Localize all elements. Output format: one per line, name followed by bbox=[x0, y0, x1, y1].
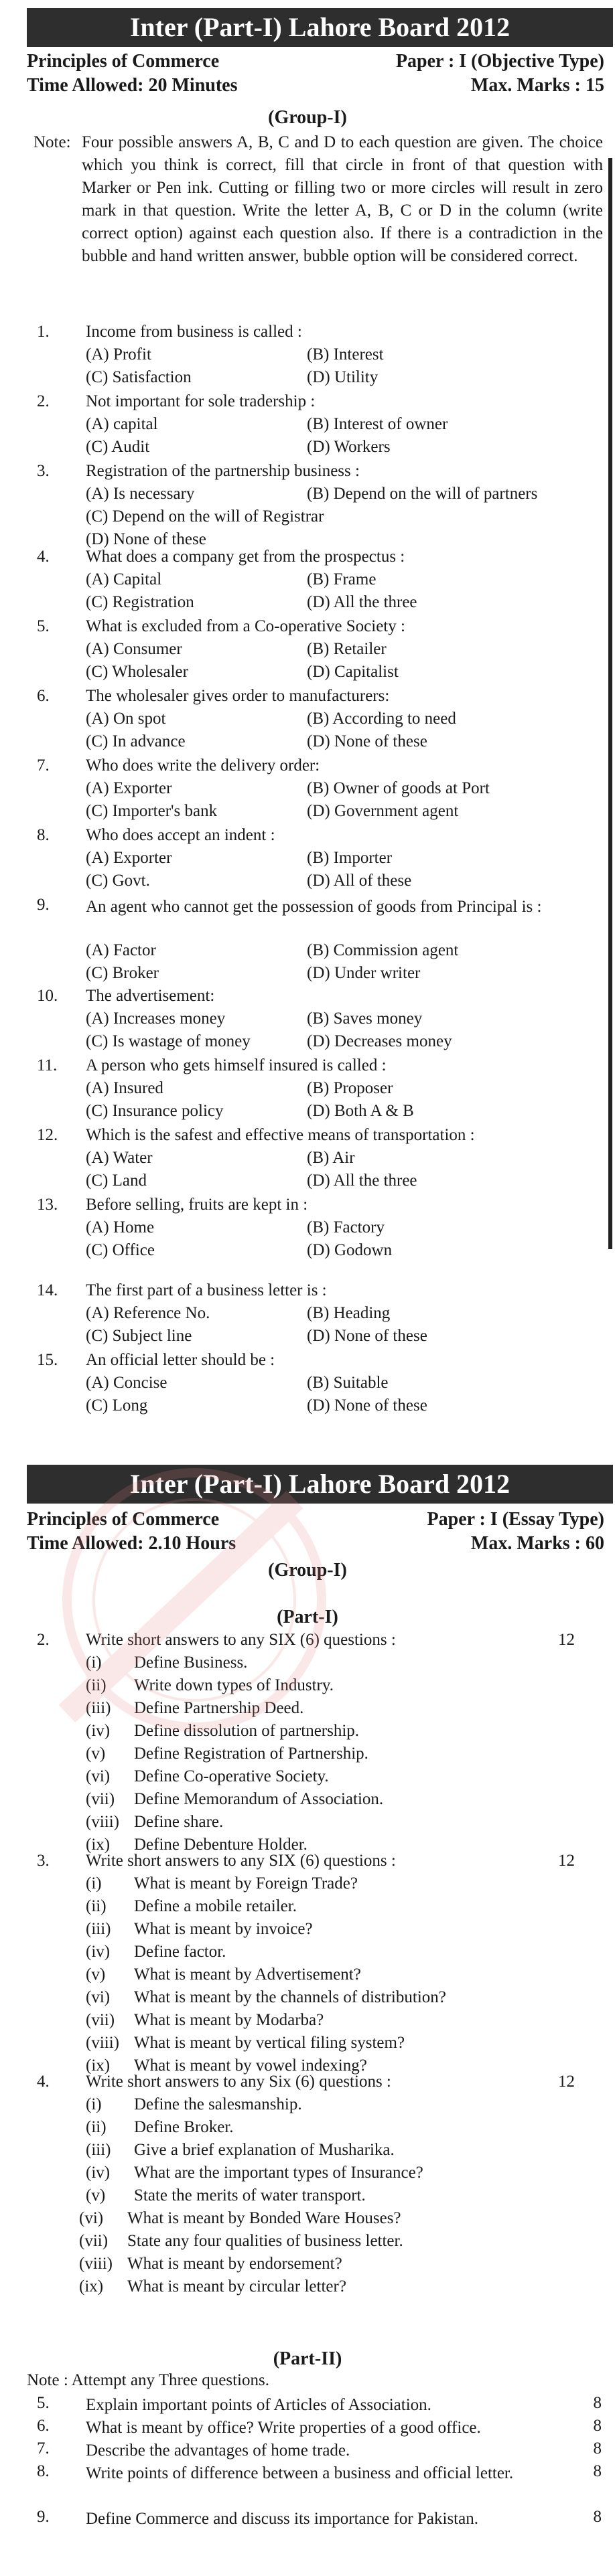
sub-question bbox=[86, 1920, 313, 1939]
question-number: 3. bbox=[37, 462, 50, 480]
option-d: (D) Workers bbox=[307, 438, 391, 456]
question-number: 2. bbox=[37, 1631, 50, 1649]
sub-question bbox=[79, 2255, 342, 2273]
sub-question-numeral: (i) bbox=[86, 1654, 102, 1672]
option-b: (B) Frame bbox=[307, 570, 377, 588]
sub-question-text: Define a mobile retailer. bbox=[134, 1897, 297, 1915]
question-marks: 12 bbox=[558, 1631, 575, 1649]
question-stem: Write points of difference between a business and official letter. bbox=[86, 2464, 514, 2482]
option-a: (A) Home bbox=[86, 1218, 155, 1236]
question-stem: Registration of the partnership business : bbox=[86, 462, 360, 480]
sub-question-text: Define Business. bbox=[134, 1654, 248, 1672]
sub-question-text: Write down types of Industry. bbox=[134, 1676, 334, 1694]
sub-question-text: What are the important types of Insurance? bbox=[134, 2164, 423, 2182]
right-margin-line bbox=[608, 158, 612, 1249]
question-number: 12. bbox=[37, 1126, 58, 1144]
sub-question bbox=[86, 1813, 223, 1832]
question-marks: 8 bbox=[593, 2462, 602, 2480]
sub-question-numeral: (vi) bbox=[86, 1988, 111, 2006]
sub-question bbox=[86, 1767, 329, 1786]
sub-question-numeral: (iii) bbox=[86, 1699, 111, 1717]
sub-question-numeral: (iv) bbox=[86, 1943, 111, 1961]
option-c: (C) In advance bbox=[86, 732, 186, 750]
sub-question-numeral: (vi) bbox=[86, 1767, 111, 1785]
sub-question-numeral: (vii) bbox=[86, 2011, 115, 2029]
sub-question bbox=[86, 2011, 324, 2030]
sub-question-numeral: (vii) bbox=[86, 1790, 115, 1808]
option-d: (D) Both A & B bbox=[307, 1102, 414, 1120]
question-number: 2. bbox=[37, 392, 50, 410]
option-a: (A) Insured bbox=[86, 1079, 163, 1097]
question-stem: Who does accept an indent : bbox=[86, 826, 275, 844]
note-label: Note: bbox=[33, 133, 71, 151]
sub-question bbox=[86, 1790, 383, 1809]
option-b: (B) Air bbox=[307, 1149, 355, 1167]
question-stem: An official letter should be : bbox=[86, 1351, 275, 1369]
question-stem: Before selling, fruits are kept in : bbox=[86, 1196, 308, 1214]
sub-question-numeral: (i) bbox=[86, 2095, 102, 2113]
question-number: 13. bbox=[37, 1196, 58, 1214]
sub-question-numeral: (ix) bbox=[86, 1836, 111, 1854]
question-stem: What is excluded from a Co-operative Society : bbox=[86, 617, 405, 635]
objective-banner: Inter (Part-I) Lahore Board 2012 bbox=[27, 8, 613, 47]
sub-question-text: Define Memorandum of Association. bbox=[134, 1790, 384, 1808]
option-d: (D) Under writer bbox=[307, 964, 421, 982]
sub-question bbox=[86, 1943, 226, 1961]
sub-question bbox=[86, 2034, 405, 2052]
option-a: (A) capital bbox=[86, 415, 158, 433]
question-number: 7. bbox=[37, 756, 50, 775]
sub-question-numeral: (ii) bbox=[86, 1897, 107, 1915]
option-a: (A) Capital bbox=[86, 570, 162, 588]
option-c: (C) Subject line bbox=[86, 1327, 192, 1345]
option-b: (B) Retailer bbox=[307, 640, 387, 658]
sub-question-numeral: (ii) bbox=[86, 1676, 107, 1694]
sub-question bbox=[86, 1654, 247, 1672]
question-marks: 8 bbox=[593, 2394, 602, 2412]
sub-question bbox=[86, 2164, 423, 2182]
option-a: (A) Water bbox=[86, 1149, 153, 1167]
question-number: 4. bbox=[37, 548, 50, 566]
sub-question-numeral: (v) bbox=[86, 2186, 106, 2204]
option-c: (C) Office bbox=[86, 1241, 155, 1259]
option-a: (A) Concise bbox=[86, 1374, 167, 1392]
question-stem: Describe the advantages of home trade. bbox=[86, 2441, 350, 2460]
objective-group: (Group-I) bbox=[268, 107, 347, 128]
sub-question-text: What is meant by the channels of distribution? bbox=[134, 1988, 446, 2006]
part2-note: Note : Attempt any Three questions. bbox=[27, 2371, 269, 2389]
option-a: (A) On spot bbox=[86, 710, 166, 728]
sub-question bbox=[86, 1965, 361, 1984]
option-d: (D) All of these bbox=[307, 872, 412, 890]
question-stem: Who does write the delivery order: bbox=[86, 756, 320, 775]
question-number: 8. bbox=[37, 826, 50, 844]
option-b: (B) According to need bbox=[307, 710, 456, 728]
sub-question-text: What is meant by circular letter? bbox=[127, 2277, 346, 2296]
option-b: (B) Interest of owner bbox=[307, 415, 448, 433]
note-text: Four possible answers A, B, C and D to each question are given. The choice which you think is correct, fill that circle in front of that question with Marker or Pen ink. Cutting or filling two or more circles will result in zero mark in that question. Write the letter A, B, C or D in the column (write correct option) against each question also. If there is a contradiction in the bubble and hand written answer, bubble option will be considered correct. bbox=[82, 133, 603, 265]
sub-question-numeral: (iv) bbox=[86, 1722, 111, 1740]
option-d: (D) None of these bbox=[307, 1327, 427, 1345]
sub-question bbox=[86, 2141, 395, 2160]
sub-question-numeral: (ix) bbox=[86, 2057, 111, 2075]
sub-question-numeral: (vii) bbox=[79, 2232, 109, 2250]
question-stem: The wholesaler gives order to manufacturers: bbox=[86, 687, 390, 705]
option-b: (B) Proposer bbox=[307, 1079, 393, 1097]
sub-question-text: What is meant by endorsement? bbox=[127, 2255, 342, 2273]
sub-question bbox=[79, 2209, 401, 2228]
question-stem: Define Commerce and discuss its importance for Pakistan. bbox=[86, 2510, 478, 2528]
question-stem: Not important for sole tradership : bbox=[86, 392, 316, 410]
question-number: 1. bbox=[37, 323, 50, 341]
option-d: (D) Godown bbox=[307, 1241, 393, 1259]
sub-question bbox=[86, 1699, 303, 1718]
sub-question-text: State the merits of water transport. bbox=[134, 2186, 366, 2204]
option-d: (D) None of these bbox=[307, 732, 427, 750]
sub-question bbox=[86, 1874, 358, 1893]
sub-question-text: What is meant by Advertisement? bbox=[134, 1965, 361, 1984]
question-stem: What is meant by office? Write properties of a good office. bbox=[86, 2419, 481, 2437]
option-d: (D) All the three bbox=[307, 1172, 417, 1190]
question-stem: Write short answers to any SIX (6) questions : bbox=[86, 1852, 396, 1870]
essay-banner: Inter (Part-I) Lahore Board 2012 bbox=[27, 1465, 613, 1504]
option-c: (C) Govt. bbox=[86, 872, 150, 890]
sub-question bbox=[86, 1745, 368, 1763]
option-d: (D) Government agent bbox=[307, 802, 459, 820]
question-marks: 12 bbox=[558, 2073, 575, 2091]
option-a: (A) Is necessary bbox=[86, 485, 195, 503]
sub-question-text: Define Broker. bbox=[134, 2118, 234, 2136]
option-c: (C) Registration bbox=[86, 593, 194, 611]
option-d: (D) Utility bbox=[307, 368, 379, 386]
question-stem: What does a company get from the prospectus : bbox=[86, 548, 405, 566]
sub-question-text: What is meant by vertical filing system? bbox=[134, 2034, 405, 2052]
option-c: (C) Audit bbox=[86, 438, 150, 456]
question-stem: Write short answers to any SIX (6) questions : bbox=[86, 1631, 396, 1649]
question-number: 5. bbox=[37, 617, 50, 635]
question-number: 5. bbox=[37, 2394, 50, 2412]
sub-question-numeral: (viii) bbox=[79, 2255, 113, 2273]
objective-marks: Max. Marks : 15 bbox=[470, 75, 604, 96]
sub-question-text: State any four qualities of business letter. bbox=[127, 2232, 403, 2250]
essay-paper: Paper : I (Essay Type) bbox=[427, 1509, 604, 1530]
option-b: (B) Factory bbox=[307, 1218, 385, 1236]
option-b: (B) Commission agent bbox=[307, 941, 459, 959]
option-b: (B) Importer bbox=[307, 849, 393, 867]
option-c: (C) Long bbox=[86, 1396, 148, 1415]
question-marks: 12 bbox=[558, 1852, 575, 1870]
question-number: 11. bbox=[37, 1056, 58, 1074]
question-number: 8. bbox=[37, 2462, 50, 2480]
sub-question-numeral: (iv) bbox=[86, 2164, 111, 2182]
sub-question-text: What is meant by Modarba? bbox=[134, 2011, 324, 2029]
sub-question bbox=[79, 2277, 346, 2296]
option-d: (D) All the three bbox=[307, 593, 417, 611]
option-c: (C) Depend on the will of Registrar bbox=[86, 507, 324, 526]
sub-question-numeral: (iii) bbox=[86, 1920, 111, 1938]
objective-time: Time Allowed: 20 Minutes bbox=[27, 75, 238, 96]
option-a: (A) Consumer bbox=[86, 640, 182, 658]
sub-question-text: Define Registration of Partnership. bbox=[134, 1745, 368, 1763]
question-marks: 8 bbox=[593, 2439, 602, 2458]
sub-question-text: Define share. bbox=[134, 1813, 224, 1831]
sub-question-numeral: (iii) bbox=[86, 2141, 111, 2159]
option-a: (A) Exporter bbox=[86, 779, 172, 797]
essay-time: Time Allowed: 2.10 Hours bbox=[27, 1533, 236, 1554]
option-d: (D) Decreases money bbox=[307, 1032, 452, 1050]
question-stem: A person who gets himself insured is called : bbox=[86, 1056, 387, 1074]
sub-question-text: What is meant by Bonded Ware Houses? bbox=[127, 2209, 401, 2227]
option-a: (A) Exporter bbox=[86, 849, 172, 867]
sub-question-text: Define factor. bbox=[134, 1943, 226, 1961]
option-a: (A) Reference No. bbox=[86, 1304, 210, 1322]
question-number: 9. bbox=[37, 896, 50, 914]
question-number: 4. bbox=[37, 2073, 50, 2091]
objective-paper: Paper : I (Objective Type) bbox=[395, 51, 604, 72]
question-number: 15. bbox=[37, 1351, 58, 1369]
essay-subject: Principles of Commerce bbox=[27, 1509, 220, 1530]
option-c: (C) Satisfaction bbox=[86, 368, 192, 386]
option-c: (C) Wholesaler bbox=[86, 663, 188, 681]
sub-question-numeral: (i) bbox=[86, 1874, 102, 1893]
sub-question bbox=[86, 1722, 359, 1741]
option-b: (B) Heading bbox=[307, 1304, 391, 1322]
option-b: (B) Suitable bbox=[307, 1374, 389, 1392]
sub-question bbox=[86, 2186, 366, 2205]
question-stem: The advertisement: bbox=[86, 987, 215, 1005]
sub-question bbox=[86, 2095, 302, 2114]
question-number: 14. bbox=[37, 1281, 58, 1299]
sub-question bbox=[86, 2118, 234, 2137]
sub-question-numeral: (v) bbox=[86, 1745, 106, 1763]
part1-title: (Part-I) bbox=[277, 1607, 338, 1627]
question-number: 6. bbox=[37, 2417, 50, 2435]
sub-question-text: Define the salesmanship. bbox=[134, 2095, 302, 2113]
part2-title: (Part-II) bbox=[273, 2348, 342, 2369]
question-stem: Which is the safest and effective means of transportation : bbox=[86, 1126, 475, 1144]
question-marks: 8 bbox=[593, 2417, 602, 2435]
sub-question-numeral: (ix) bbox=[79, 2277, 104, 2296]
objective-note bbox=[27, 131, 603, 268]
option-c: (C) Broker bbox=[86, 964, 159, 982]
question-number: 6. bbox=[37, 687, 50, 705]
sub-question-numeral: (vi) bbox=[79, 2209, 104, 2227]
sub-question-text: Define dissolution of partnership. bbox=[134, 1722, 360, 1740]
question-number: 9. bbox=[37, 2508, 50, 2526]
essay-group: (Group-I) bbox=[268, 1560, 347, 1581]
sub-question-text: What is meant by vowel indexing? bbox=[134, 2057, 367, 2075]
sub-question-text: Define Partnership Deed. bbox=[134, 1699, 304, 1717]
question-stem: Explain important points of Articles of Association. bbox=[86, 2396, 431, 2414]
sub-question-numeral: (ii) bbox=[86, 2118, 107, 2136]
option-c: (C) Importer's bank bbox=[86, 802, 218, 820]
sub-question-numeral: (viii) bbox=[86, 2034, 119, 2052]
option-d: (D) None of these bbox=[307, 1396, 427, 1415]
option-b: (B) Owner of goods at Port bbox=[307, 779, 490, 797]
question-number: 3. bbox=[37, 1852, 50, 1870]
question-stem: Write short answers to any Six (6) questions : bbox=[86, 2073, 391, 2091]
sub-question-numeral: (v) bbox=[86, 1965, 106, 1984]
option-a: (A) Increases money bbox=[86, 1010, 226, 1028]
sub-question-numeral: (viii) bbox=[86, 1813, 119, 1831]
option-c: (C) Insurance policy bbox=[86, 1102, 224, 1120]
sub-question-text: Define Co-operative Society. bbox=[134, 1767, 329, 1785]
option-d: (D) Capitalist bbox=[307, 663, 399, 681]
option-b: (B) Depend on the will of partners bbox=[307, 485, 538, 503]
option-a: (A) Factor bbox=[86, 941, 156, 959]
question-stem: An agent who cannot get the possession of goods from Principal is : bbox=[86, 898, 542, 916]
question-stem: The first part of a business letter is : bbox=[86, 1281, 327, 1299]
option-c: (C) Is wastage of money bbox=[86, 1032, 251, 1050]
sub-question bbox=[86, 1988, 446, 2007]
sub-question-text: Give a brief explanation of Musharika. bbox=[134, 2141, 395, 2159]
option-b: (B) Saves money bbox=[307, 1010, 423, 1028]
sub-question-text: What is meant by Foreign Trade? bbox=[134, 1874, 358, 1893]
sub-question-text: What is meant by invoice? bbox=[134, 1920, 313, 1938]
question-marks: 8 bbox=[593, 2508, 602, 2526]
essay-marks: Max. Marks : 60 bbox=[470, 1533, 604, 1554]
option-d: (D) None of these bbox=[86, 530, 206, 548]
sub-question bbox=[79, 2232, 403, 2251]
sub-question bbox=[86, 1676, 334, 1695]
question-stem: Income from business is called : bbox=[86, 323, 302, 341]
sub-question-text: Define Debenture Holder. bbox=[134, 1836, 308, 1854]
sub-question bbox=[86, 1897, 297, 1916]
question-number: 7. bbox=[37, 2439, 50, 2458]
option-b: (B) Interest bbox=[307, 345, 384, 364]
option-a: (A) Profit bbox=[86, 345, 151, 364]
objective-subject: Principles of Commerce bbox=[27, 51, 220, 72]
option-c: (C) Land bbox=[86, 1172, 147, 1190]
question-number: 10. bbox=[37, 987, 58, 1005]
